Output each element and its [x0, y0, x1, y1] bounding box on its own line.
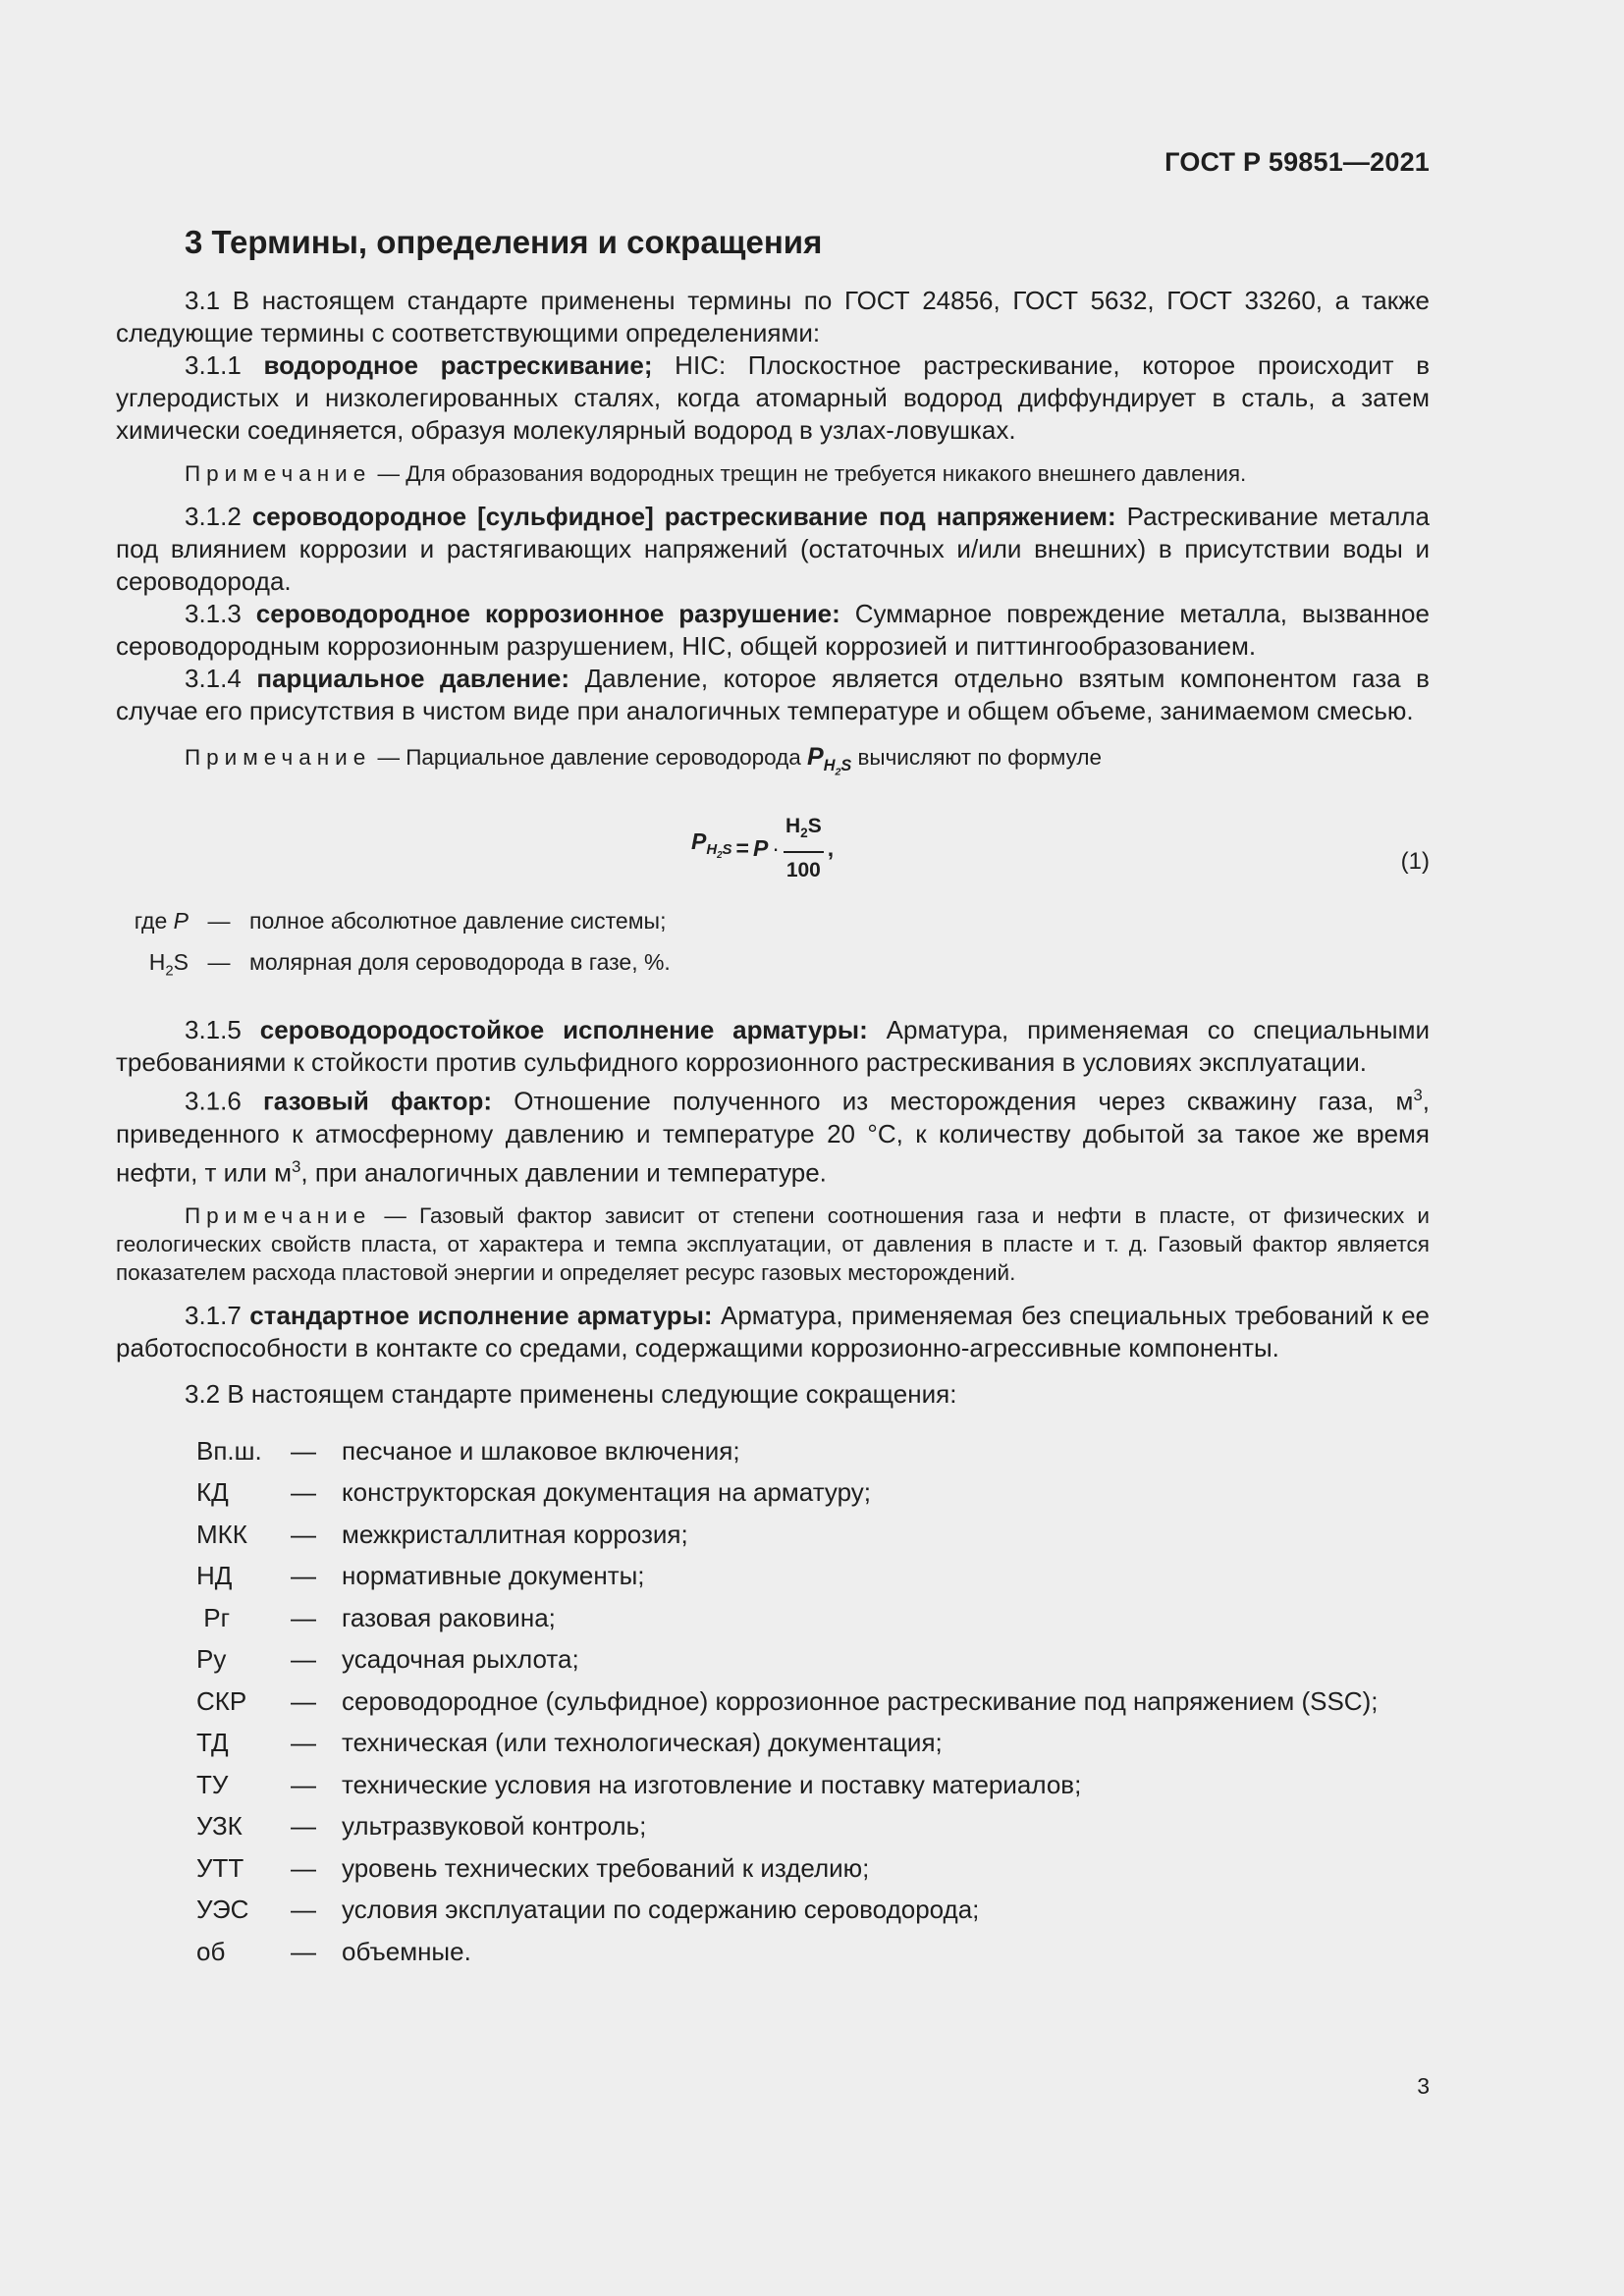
standard-number: ГОСТ Р 59851—2021 — [1164, 147, 1430, 177]
note-1: Примечание — Для образования водородных трещин не требуется никакого внешнего давления. — [185, 461, 1247, 486]
abbreviation-item: НД — нормативные документы; — [196, 1561, 645, 1591]
note-2: Примечание — Парциальное давление сероводорода $P_{H_2S}$ вычисляют по формуле — [185, 743, 1102, 778]
section-body — [116, 285, 1430, 1973]
subscript: 2 — [165, 962, 174, 980]
term-3-1-1: 3.1.1 водородное растрескивание; HIC: Плоскостное растрескивание, которое происходит в углеродистых и низколегированных сталях, когда атомарный водород диффундирует в сталь, а затем химически соединяется, образуя молекулярный водород в узлах-ловушках. — [116, 350, 1430, 445]
term-name: парциальное давление: — [256, 664, 570, 693]
term-name: сероводородостойкое исполнение арматуры: — [259, 1014, 868, 1044]
page-number: 3 — [1417, 2073, 1430, 2099]
abbreviation-item: об — объемные. — [196, 1936, 471, 1966]
term-3-1-6: 3.1.6 газовый фактор: Отношение полученного из месторождения через скважину газа, $м^3$, приведенного к атмосферному давлению и температуре 20 °С, к количеству добытой за такое же время нефти, т или $м^3$, при аналогичных давлении и температуре. — [116, 1085, 1430, 1188]
abbreviations-list — [116, 1430, 1430, 1973]
term-name: сероводородное коррозионное разрушение: — [255, 599, 840, 628]
paragraph-3-1: 3.1 В настоящем стандарте применены термины по ГОСТ 24856, ГОСТ 5632, ГОСТ 33260, а также следующие термины с соответствующими определениями: — [116, 286, 1430, 347]
term-3-1-4: 3.1.4 парциальное давление: Давление, которое является отдельно взятым компонентом газа в случае его присутствия в чистом виде при аналогичных температуре и общем объеме, занимаемом смесью. — [116, 664, 1430, 725]
term-3-1-2: 3.1.2 сероводородное [сульфидное] растрескивание под напряжением: Растрескивание металла под влиянием коррозии и растягивающих напряжений (остаточных и/или внешних) в присутствии воды и сероводорода. — [116, 502, 1430, 596]
term-name: водородное растрескивание; — [263, 350, 653, 380]
formula-legend — [116, 900, 1430, 992]
abbreviation-item: МКК — межкристаллитная коррозия; — [196, 1519, 688, 1549]
abbreviation-item: КД — конструкторская документация на арматуру; — [196, 1477, 871, 1508]
term-3-1-7: 3.1.7 стандартное исполнение арматуры: Арматура, применяемая без специальных требований к ее работоспособности в контакте со средами, содержащими коррозионно-агрессивные компоненты. — [116, 1301, 1431, 1363]
subscript: 2 — [835, 766, 841, 778]
term-name: газовый фактор: — [262, 1086, 493, 1116]
term-3-1-5: 3.1.5 сероводородостойкое исполнение арматуры: Арматура, применяемая со специальными требованиями к стойкости против сульфидного коррозионного растрескивания в условиях эксплуатации. — [116, 1014, 1430, 1077]
paragraph-3-2: 3.2 В настоящем стандарте применены следующие сокращения: — [185, 1379, 957, 1410]
formula-fraction: $\frac{H_2S}{100}$ — [784, 810, 824, 886]
abbreviation-item: Вп.ш. — песчаное и шлаковое включения; — [196, 1435, 740, 1466]
abbreviation-item: ТУ — технические условия на изготовление и поставку материалов; — [196, 1769, 1082, 1799]
legend-row: $H_2S$ — молярная доля сероводорода в газе, %. — [148, 949, 671, 980]
formula-1: $P_{H_2S}$ = P · $\frac{H_2S}{100}$ , (1) — [116, 806, 1430, 896]
abbreviation-item: ТД — техническая (или технологическая) документация; — [196, 1728, 943, 1758]
abbreviation-item: УЭС — условия эксплуатации по содержанию сероводорода; — [196, 1895, 980, 1925]
abbreviation-item: Рг — газовая раковина; — [196, 1602, 556, 1632]
formula-symbol: $P_{H_2S}$ — [807, 743, 852, 778]
abbreviation-item: УЗК — ультразвуковой контроль; — [196, 1811, 647, 1842]
formula-number: (1) — [1400, 848, 1430, 876]
term-3-1-3: 3.1.3 сероводородное коррозионное разрушение: Суммарное повреждение металла, вызванное сероводородным коррозионным разрушением, HIC, общей коррозией и питтингообразованием. — [116, 599, 1430, 661]
abbreviation-item: УТТ — уровень технических требований к изделию; — [196, 1852, 870, 1883]
legend-row: где P — полное абсолютное давление системы; — [134, 908, 667, 934]
formula-lhs: $P_{H_2S}$ — [691, 828, 732, 862]
subscript: 2 — [717, 850, 723, 862]
abbreviation-item: Ру — усадочная рыхлота; — [196, 1644, 579, 1675]
abbreviation-item: СКР — сероводородное (сульфидное) коррозионное растрескивание под напряжением (SSC); — [196, 1685, 1379, 1716]
note-3: Примечание — Газовый фактор зависит от степени соотношения газа и нефти в пласте, от физических и геологических свойств пласта, от характера и темпа эксплуатации, от давления в пласте и т. д. Газовый фактор является показателем расхода пластовой энергии и определяет ресурс газовых месторождений. — [116, 1203, 1430, 1286]
term-name: сероводородное [сульфидное] растрескивание под напряжением: — [251, 502, 1116, 531]
section-title: 3 Термины, определения и сокращения — [185, 224, 823, 260]
subscript: 2 — [800, 826, 808, 841]
term-name: стандартное исполнение арматуры: — [249, 1301, 713, 1331]
